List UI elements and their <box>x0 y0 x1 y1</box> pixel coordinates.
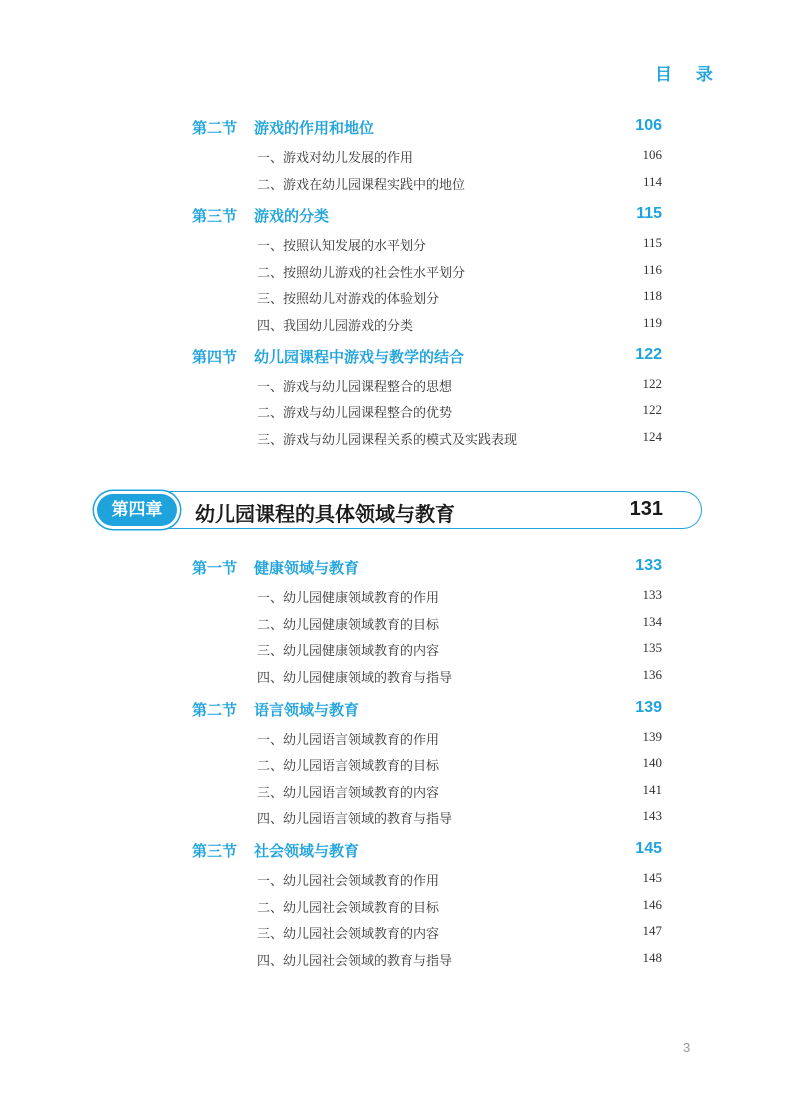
entry-page: 141 <box>642 782 662 797</box>
toc-entry[interactable] <box>257 637 662 659</box>
section-page: 133 <box>635 557 662 574</box>
toc-entry[interactable] <box>257 171 662 193</box>
entry-title: 一、幼儿园语言领域教育的作用 <box>257 733 440 748</box>
chapter-page: 131 <box>629 498 663 520</box>
section-number: 第二节 <box>192 119 238 137</box>
entry-page: 118 <box>642 288 662 303</box>
entry-page: 122 <box>642 402 662 417</box>
entry-title: 四、幼儿园语言领域的教育与指导 <box>257 812 453 827</box>
toc-section-2-lower[interactable] <box>192 696 662 722</box>
entry-page: 136 <box>642 667 662 682</box>
entry-title: 四、幼儿园健康领域的教育与指导 <box>257 671 453 686</box>
toc-entry[interactable] <box>257 920 662 942</box>
toc-entry[interactable] <box>257 144 662 166</box>
section-title: 社会领域与教育 <box>254 842 360 860</box>
section-page: 106 <box>635 117 662 134</box>
toc-entry[interactable] <box>257 232 662 254</box>
toc-entry[interactable] <box>257 312 662 334</box>
toc-entry[interactable] <box>257 373 662 395</box>
toc-entry[interactable] <box>257 805 662 827</box>
section-title: 游戏的作用和地位 <box>254 119 375 137</box>
toc-entry[interactable] <box>257 726 662 748</box>
entry-title: 二、幼儿园语言领域教育的目标 <box>257 759 440 774</box>
entry-title: 一、幼儿园健康领域教育的作用 <box>257 591 440 606</box>
toc-entry[interactable] <box>257 894 662 916</box>
entry-page: 135 <box>642 640 662 655</box>
entry-page: 139 <box>642 729 662 744</box>
page-number: 3 <box>683 1040 691 1055</box>
section-page: 145 <box>635 840 662 857</box>
entry-title: 二、游戏在幼儿园课程实践中的地位 <box>257 178 466 193</box>
toc-section-4[interactable] <box>192 343 662 369</box>
entry-title: 二、游戏与幼儿园课程整合的优势 <box>257 406 453 421</box>
section-number: 第二节 <box>192 701 238 719</box>
toc-section-1[interactable] <box>192 554 662 580</box>
section-number: 第三节 <box>192 842 238 860</box>
entry-page: 143 <box>642 808 662 823</box>
toc-entry[interactable] <box>257 285 662 307</box>
entry-page: 124 <box>642 429 662 444</box>
entry-page: 140 <box>642 755 662 770</box>
section-title: 健康领域与教育 <box>254 559 360 577</box>
toc-entry[interactable] <box>257 584 662 606</box>
entry-title: 四、我国幼儿园游戏的分类 <box>257 319 414 334</box>
toc-entry[interactable] <box>257 867 662 889</box>
toc-entry[interactable] <box>257 426 662 448</box>
entry-title: 一、按照认知发展的水平划分 <box>257 239 427 254</box>
entry-title: 三、游戏与幼儿园课程关系的模式及实践表现 <box>257 433 518 448</box>
entry-title: 三、幼儿园语言领域教育的内容 <box>257 786 440 801</box>
toc-entry[interactable] <box>257 399 662 421</box>
entry-page: 134 <box>642 614 662 629</box>
section-page: 139 <box>635 699 662 716</box>
toc-section-2[interactable] <box>192 114 662 140</box>
entry-title: 三、幼儿园社会领域教育的内容 <box>257 927 440 942</box>
entry-page: 106 <box>642 147 662 162</box>
entry-title: 三、幼儿园健康领域教育的内容 <box>257 644 440 659</box>
entry-page: 148 <box>642 950 662 965</box>
chapter-badge: 第四章 <box>97 494 177 526</box>
toc-entry[interactable] <box>257 259 662 281</box>
entry-title: 三、按照幼儿对游戏的体验划分 <box>257 292 440 307</box>
toc-section-3-lower[interactable] <box>192 837 662 863</box>
chapter-banner[interactable] <box>97 491 703 529</box>
section-title: 语言领域与教育 <box>254 701 360 719</box>
entry-title: 二、幼儿园社会领域教育的目标 <box>257 901 440 916</box>
section-number: 第三节 <box>192 207 238 225</box>
entry-page: 133 <box>642 587 662 602</box>
entry-title: 一、游戏对幼儿发展的作用 <box>257 151 414 166</box>
entry-page: 116 <box>642 262 662 277</box>
toc-entry[interactable] <box>257 779 662 801</box>
entry-title: 一、幼儿园社会领域教育的作用 <box>257 874 440 889</box>
section-title: 幼儿园课程中游戏与教学的结合 <box>254 348 465 366</box>
header-title: 目 录 <box>655 65 722 85</box>
section-page: 122 <box>635 346 662 363</box>
toc-entry[interactable] <box>257 611 662 633</box>
entry-page: 147 <box>642 923 662 938</box>
toc-entry[interactable] <box>257 752 662 774</box>
entry-page: 119 <box>642 315 662 330</box>
chapter-title: 幼儿园课程的具体领域与教育 <box>195 502 455 526</box>
entry-page: 115 <box>642 235 662 250</box>
entry-page: 122 <box>642 376 662 391</box>
entry-page: 146 <box>642 897 662 912</box>
toc-entry[interactable] <box>257 947 662 969</box>
toc-entry[interactable] <box>257 664 662 686</box>
entry-title: 二、幼儿园健康领域教育的目标 <box>257 618 440 633</box>
toc-section-3[interactable] <box>192 202 662 228</box>
entry-title: 一、游戏与幼儿园课程整合的思想 <box>257 380 453 395</box>
section-number: 第四节 <box>192 348 238 366</box>
section-title: 游戏的分类 <box>254 207 330 225</box>
section-number: 第一节 <box>192 559 238 577</box>
entry-page: 145 <box>642 870 662 885</box>
entry-page: 114 <box>642 174 662 189</box>
entry-title: 二、按照幼儿游戏的社会性水平划分 <box>257 266 466 281</box>
entry-title: 四、幼儿园社会领域的教育与指导 <box>257 954 453 969</box>
section-page: 115 <box>636 205 662 222</box>
